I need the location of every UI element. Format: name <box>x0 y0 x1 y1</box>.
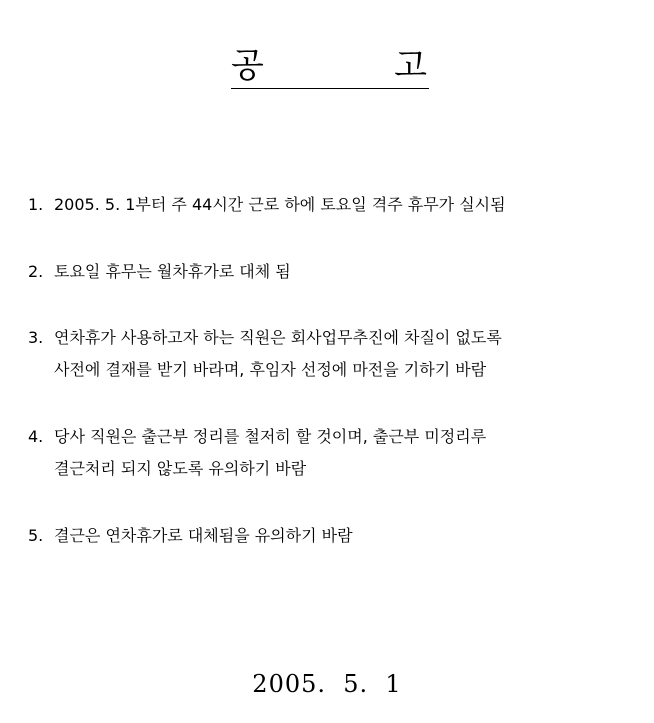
item-text-continuation: 결근처리 되지 않도록 유의하기 바람 <box>54 459 307 478</box>
item-number: 5. <box>28 526 44 545</box>
item-text: 당사 직원은 출근부 정리를 철저히 할 것이며, 출근부 미정리루 <box>54 427 487 446</box>
title-char-2: 고 <box>394 46 427 86</box>
notice-item-1 <box>28 189 628 221</box>
notice-date: 2005. 5. 1 <box>252 670 402 698</box>
item-number: 2. <box>28 262 44 281</box>
item-text: 연차휴가 사용하고자 하는 직원은 회사업무추진에 차질이 없도록 <box>54 328 502 347</box>
item-text-continuation: 사전에 결재를 받기 바라며, 후임자 선정에 마전을 기하기 바람 <box>54 360 487 379</box>
title-char-1: 공 <box>231 46 264 86</box>
item-number: 1. <box>28 195 44 214</box>
item-text: 토요일 휴무는 월차휴가로 대체 됨 <box>54 262 291 281</box>
notice-item-3 <box>28 322 628 386</box>
item-number: 3. <box>28 328 44 347</box>
notice-item-4 <box>28 421 628 485</box>
item-text: 결근은 연차휴가로 대체됨을 유의하기 바람 <box>54 526 353 545</box>
notice-title <box>231 44 429 89</box>
item-text: 2005. 5. 1부터 주 44시간 근로 하에 토요일 격주 휴무가 실시됨 <box>54 195 506 214</box>
item-number: 4. <box>28 427 44 446</box>
notice-item-5 <box>28 520 628 552</box>
notice-item-2 <box>28 256 628 288</box>
